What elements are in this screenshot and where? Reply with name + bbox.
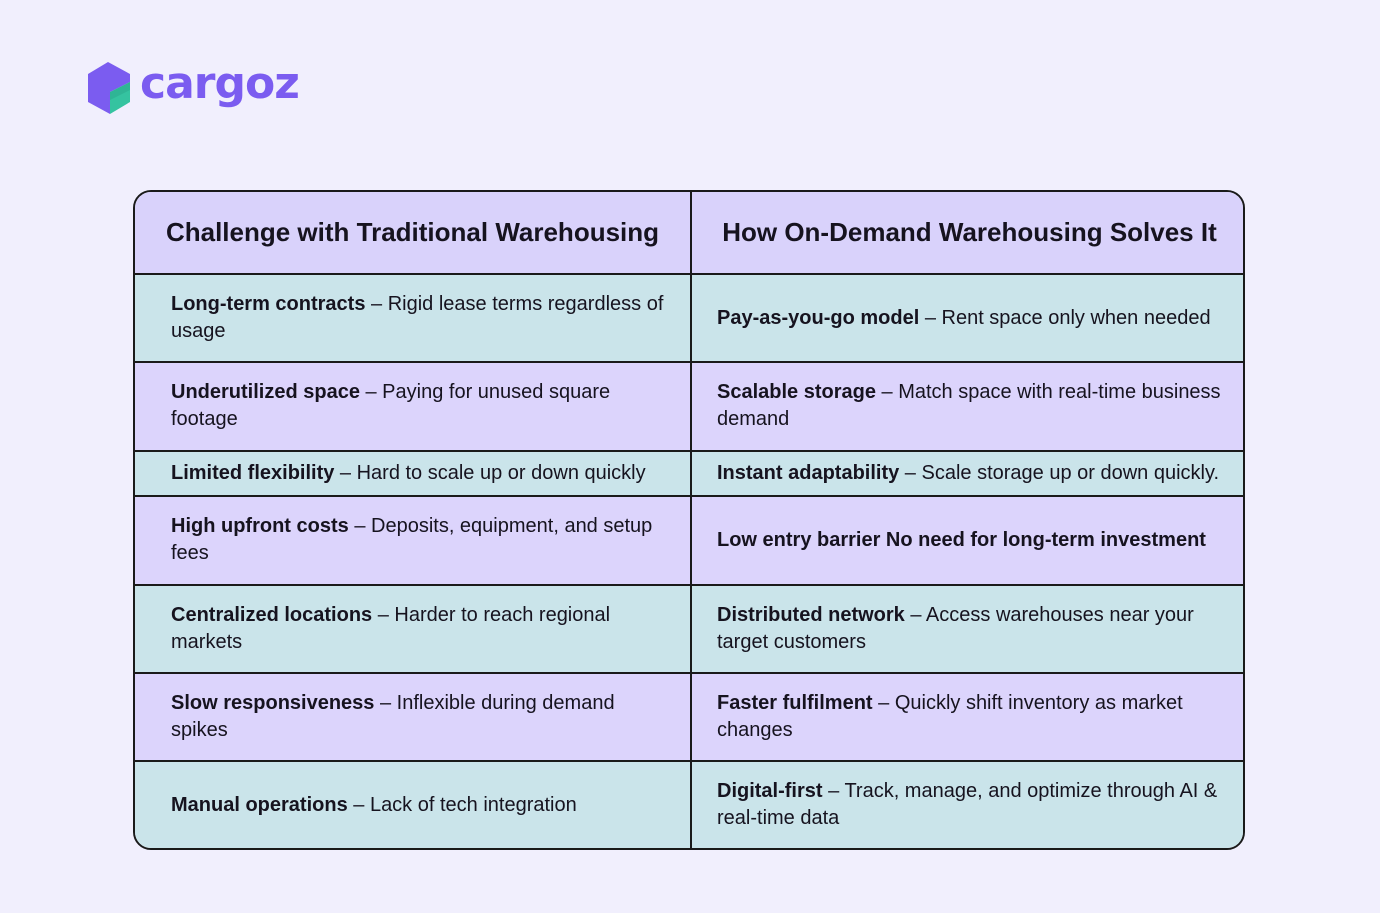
solution-description: – Scale storage up or down quickly. [899, 461, 1220, 484]
table-row [135, 585, 1245, 673]
challenge-title: Underutilized space [171, 381, 360, 404]
challenge-cell [135, 673, 691, 761]
table-row [135, 274, 1245, 362]
challenge-cell [135, 761, 691, 848]
solution-cell [691, 585, 1245, 673]
table-row [135, 673, 1245, 761]
table-row [135, 496, 1245, 584]
challenge-title: Long-term contracts [171, 293, 366, 316]
challenge-cell [135, 585, 691, 673]
solution-description: – Quickly shift inventory as market changes [717, 692, 1183, 742]
challenge-cell [135, 496, 691, 584]
solution-description: – Match space with real-time business demand [717, 381, 1221, 431]
challenge-description: – Inflexible during demand spikes [171, 692, 615, 742]
challenge-description: – Rigid lease terms regardless of usage [171, 293, 664, 343]
solution-title: Pay-as-you-go model [717, 306, 920, 329]
solution-title: Instant adaptability [717, 461, 900, 484]
challenge-description: – Deposits, equipment, and setup fees [171, 515, 653, 565]
comparison-table [133, 190, 1245, 850]
solution-title: Scalable storage [717, 381, 876, 404]
solution-cell [691, 673, 1245, 761]
challenge-column-header: Challenge with Traditional Warehousing [135, 192, 691, 274]
challenge-description: – Harder to reach regional markets [171, 603, 611, 653]
table-row [135, 761, 1245, 848]
table-row [135, 451, 1245, 497]
solution-title: Faster fulfilment [717, 692, 873, 715]
solution-column-header: How On-Demand Warehousing Solves It [691, 192, 1245, 274]
challenge-description: – Paying for unused square footage [171, 381, 611, 431]
solution-title: Low entry barrier No need for long-term investment [717, 528, 1206, 551]
solution-cell [691, 274, 1245, 362]
challenge-title: Limited flexibility [171, 461, 335, 484]
solution-title: Distributed network [717, 603, 905, 626]
challenge-description: – Lack of tech integration [347, 793, 577, 816]
challenge-cell [135, 274, 691, 362]
solution-cell [691, 496, 1245, 584]
brand-name: cargoz [140, 58, 299, 109]
challenge-title: Centralized locations [171, 603, 373, 626]
solution-description: – Rent space only when needed [919, 306, 1211, 329]
solution-cell [691, 761, 1245, 848]
solution-cell [691, 362, 1245, 450]
challenge-title: Slow responsiveness [171, 692, 375, 715]
challenge-cell [135, 451, 691, 497]
challenge-title: High upfront costs [171, 515, 349, 538]
solution-cell [691, 451, 1245, 497]
table-row [135, 362, 1245, 450]
brand-logo [86, 60, 299, 116]
cargoz-hexagon-icon [86, 60, 134, 116]
challenge-cell [135, 362, 691, 450]
solution-description: – Access warehouses near your target customers [717, 603, 1194, 653]
challenge-title: Manual operations [171, 793, 348, 816]
table-header-row [135, 192, 1245, 274]
challenge-description: – Hard to scale up or down quickly [334, 461, 646, 484]
solution-title: Digital-first [717, 780, 823, 803]
solution-description: – Track, manage, and optimize through AI & real-time data [717, 780, 1218, 830]
